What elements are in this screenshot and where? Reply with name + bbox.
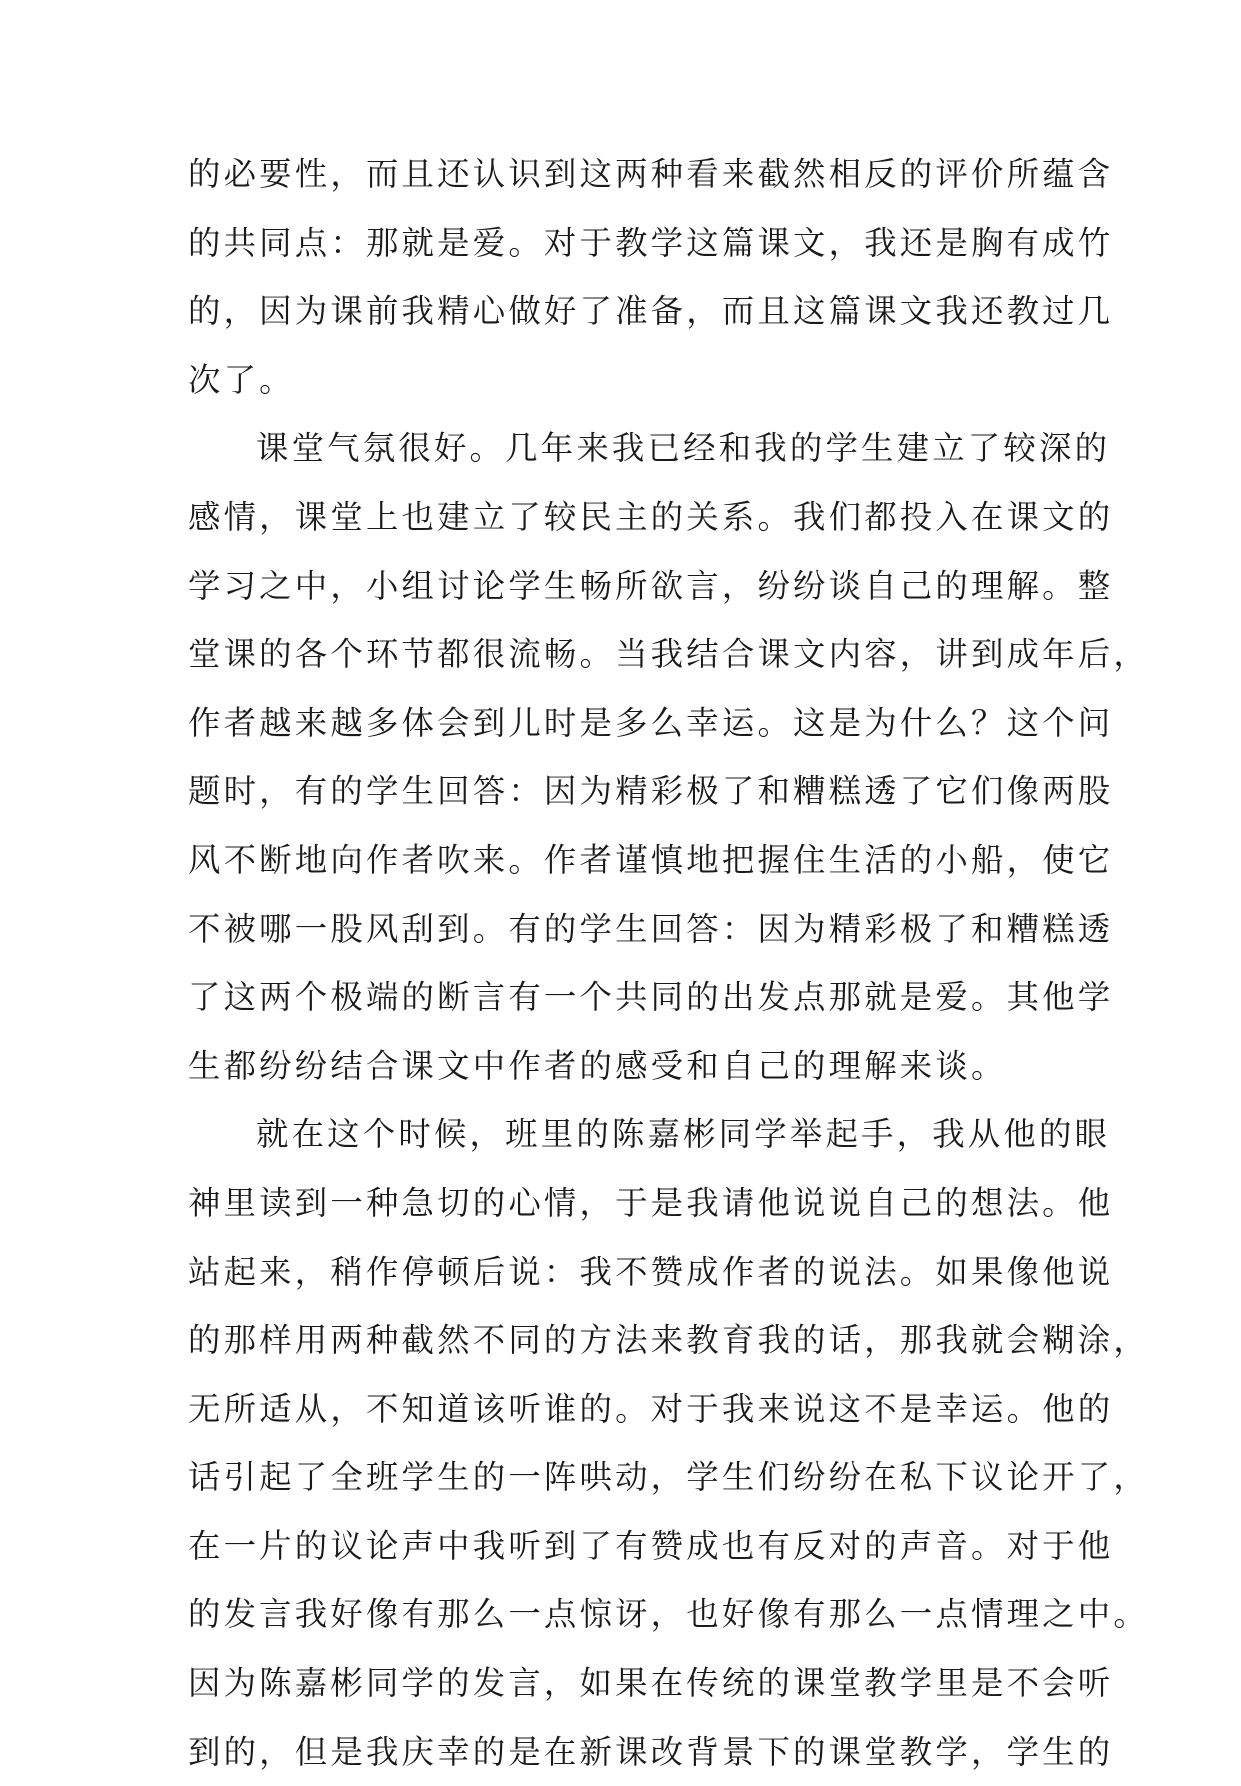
body-text bbox=[188, 140, 1149, 1786]
text-line: 因为陈嘉彬同学的发言，如果在传统的课堂教学里是不会听 bbox=[188, 1664, 1114, 1703]
text-line: 不被哪一股风刮到。有的学生回答：因为精彩极了和糟糕透 bbox=[188, 909, 1114, 948]
text-line: 作者越来越多体会到儿时是多么幸运。这是为什么？这个问 bbox=[188, 703, 1114, 742]
text-line: 学习之中，小组讨论学生畅所欲言，纷纷谈自己的理解。整 bbox=[188, 566, 1114, 605]
paragraph-first-line: 就在这个时候，班里的陈嘉彬同学举起手，我从他的眼 bbox=[256, 1115, 1111, 1154]
text-line: 的发言我好像有那么一点惊讶，也好像有那么一点情理之中。 bbox=[188, 1595, 1149, 1634]
text-line: 的，因为课前我精心做好了准备，而且这篇课文我还教过几 bbox=[188, 292, 1114, 331]
text-line: 站起来，稍作停顿后说：我不赞成作者的说法。如果像他说 bbox=[188, 1252, 1114, 1291]
text-line: 的那样用两种截然不同的方法来教育我的话，那我就会糊涂， bbox=[188, 1321, 1149, 1360]
text-line: 题时，有的学生回答：因为精彩极了和糟糕透了它们像两股 bbox=[188, 772, 1114, 811]
text-line: 话引起了全班学生的一阵哄动，学生们纷纷在私下议论开了， bbox=[188, 1458, 1149, 1497]
text-line: 堂课的各个环节都很流畅。当我结合课文内容，讲到成年后， bbox=[188, 635, 1149, 674]
text-line: 生都纷纷结合课文中作者的感受和自己的理解来谈。 bbox=[188, 1046, 1007, 1085]
text-line: 到的，但是我庆幸的是在新课改背景下的课堂教学，学生的 bbox=[188, 1732, 1114, 1771]
paragraph-first-line: 课堂气氛很好。几年来我已经和我的学生建立了较深的 bbox=[256, 429, 1111, 468]
text-line: 无所适从，不知道该听谁的。对于我来说这不是幸运。他的 bbox=[188, 1389, 1114, 1428]
text-line: 在一片的议论声中我听到了有赞成也有反对的声音。对于他 bbox=[188, 1526, 1114, 1565]
text-line: 次了。 bbox=[188, 360, 295, 399]
text-line: 风不断地向作者吹来。作者谨慎地把握住生活的小船，使它 bbox=[188, 840, 1114, 879]
text-line: 神里读到一种急切的心情，于是我请他说说自己的想法。他 bbox=[188, 1183, 1114, 1222]
text-line: 的共同点：那就是爱。对于教学这篇课文，我还是胸有成竹 bbox=[188, 223, 1114, 262]
text-line: 了这两个极端的断言有一个共同的出发点那就是爱。其他学 bbox=[188, 978, 1114, 1017]
text-line: 感情，课堂上也建立了较民主的关系。我们都投入在课文的 bbox=[188, 497, 1114, 536]
text-line: 的必要性，而且还认识到这两种看来截然相反的评价所蕴含 bbox=[188, 155, 1114, 193]
